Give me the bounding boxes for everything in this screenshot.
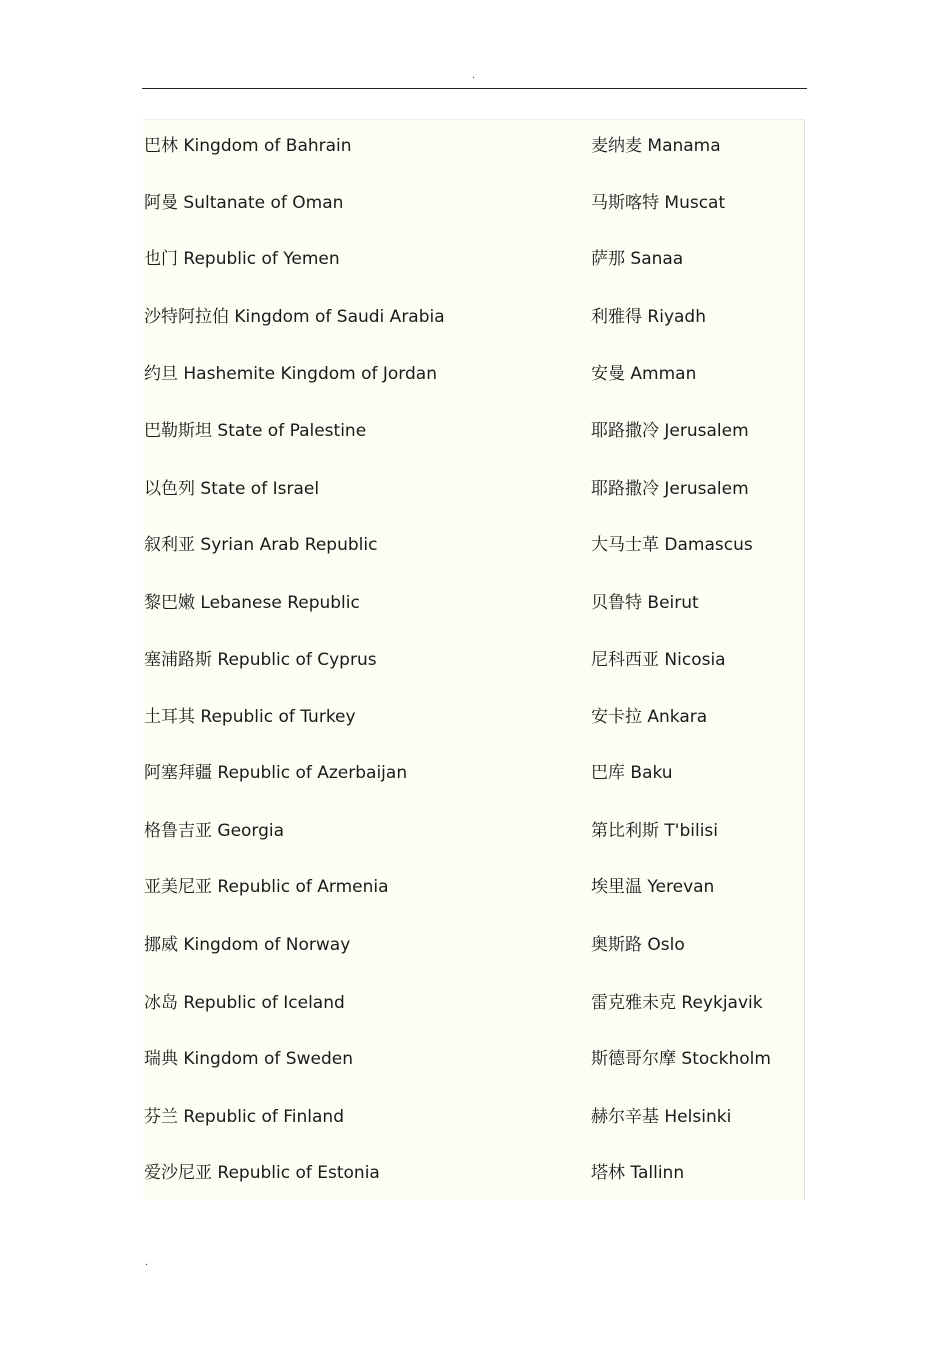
country-cell: 芬兰 Republic of Finland (144, 1107, 344, 1127)
country-cell: 阿塞拜疆 Republic of Azerbaijan (144, 763, 408, 783)
table-row (143, 702, 804, 732)
country-cell: 阿曼 Sultanate of Oman (144, 193, 344, 213)
table-row (143, 244, 804, 274)
country-cell: 冰岛 Republic of Iceland (144, 993, 345, 1013)
table-row (143, 1044, 804, 1074)
capital-cell: 塔林 Tallinn (591, 1163, 685, 1183)
table-row (143, 359, 804, 389)
country-cell: 土耳其 Republic of Turkey (144, 707, 356, 727)
capital-cell: 利雅得 Riyadh (591, 307, 706, 327)
capital-cell: 安曼 Amman (591, 364, 697, 384)
table-row (143, 588, 804, 618)
country-cell: 约旦 Hashemite Kingdom of Jordan (144, 364, 437, 384)
header-mark: . (472, 70, 476, 81)
capital-cell: 大马士革 Damascus (591, 535, 753, 555)
capital-cell: 雷克雅未克 Reykjavik (591, 993, 763, 1013)
country-cell: 也门 Republic of Yemen (144, 249, 340, 269)
capital-cell: 埃里温 Yerevan (591, 877, 715, 897)
table-row (143, 131, 804, 161)
table-row (143, 758, 804, 788)
table-row (143, 988, 804, 1018)
table-row (143, 645, 804, 675)
country-capital-table (143, 119, 805, 1200)
table-row (143, 302, 804, 332)
country-cell: 叙利亚 Syrian Arab Republic (144, 535, 378, 555)
capital-cell: 安卡拉 Ankara (591, 707, 708, 727)
table-row (143, 530, 804, 560)
table-row (143, 1158, 804, 1188)
country-cell: 瑞典 Kingdom of Sweden (144, 1049, 353, 1069)
capital-cell: 赫尔辛基 Helsinki (591, 1107, 732, 1127)
country-cell: 塞浦路斯 Republic of Cyprus (144, 650, 377, 670)
table-row (143, 474, 804, 504)
table-row (143, 930, 804, 960)
capital-cell: 麦纳麦 Manama (591, 136, 721, 156)
country-cell: 沙特阿拉伯 Kingdom of Saudi Arabia (144, 307, 445, 327)
capital-cell: 巴库 Baku (591, 763, 673, 783)
capital-cell: 奥斯路 Oslo (591, 935, 685, 955)
table-row (143, 872, 804, 902)
country-cell: 巴勒斯坦 State of Palestine (144, 421, 367, 441)
country-cell: 爱沙尼亚 Republic of Estonia (144, 1163, 380, 1183)
country-cell: 挪威 Kingdom of Norway (144, 935, 351, 955)
capital-cell: 马斯喀特 Muscat (591, 193, 726, 213)
capital-cell: 第比利斯 T'bilisi (591, 821, 719, 841)
country-cell: 亚美尼亚 Republic of Armenia (144, 877, 389, 897)
country-cell: 巴林 Kingdom of Bahrain (144, 136, 352, 156)
header-rule (142, 88, 807, 89)
capital-cell: 贝鲁特 Beirut (591, 593, 699, 613)
capital-cell: 耶路撒冷 Jerusalem (591, 479, 749, 499)
table-row (143, 816, 804, 846)
capital-cell: 萨那 Sanaa (591, 249, 684, 269)
country-cell: 以色列 State of Israel (144, 479, 320, 499)
capital-cell: 耶路撒冷 Jerusalem (591, 421, 749, 441)
footer-mark: . (145, 1257, 149, 1268)
country-cell: 格鲁吉亚 Georgia (144, 821, 285, 841)
table-row (143, 1102, 804, 1132)
table-row (143, 188, 804, 218)
capital-cell: 斯德哥尔摩 Stockholm (591, 1049, 771, 1069)
capital-cell: 尼科西亚 Nicosia (591, 650, 726, 670)
country-cell: 黎巴嫩 Lebanese Republic (144, 593, 360, 613)
table-row (143, 416, 804, 446)
